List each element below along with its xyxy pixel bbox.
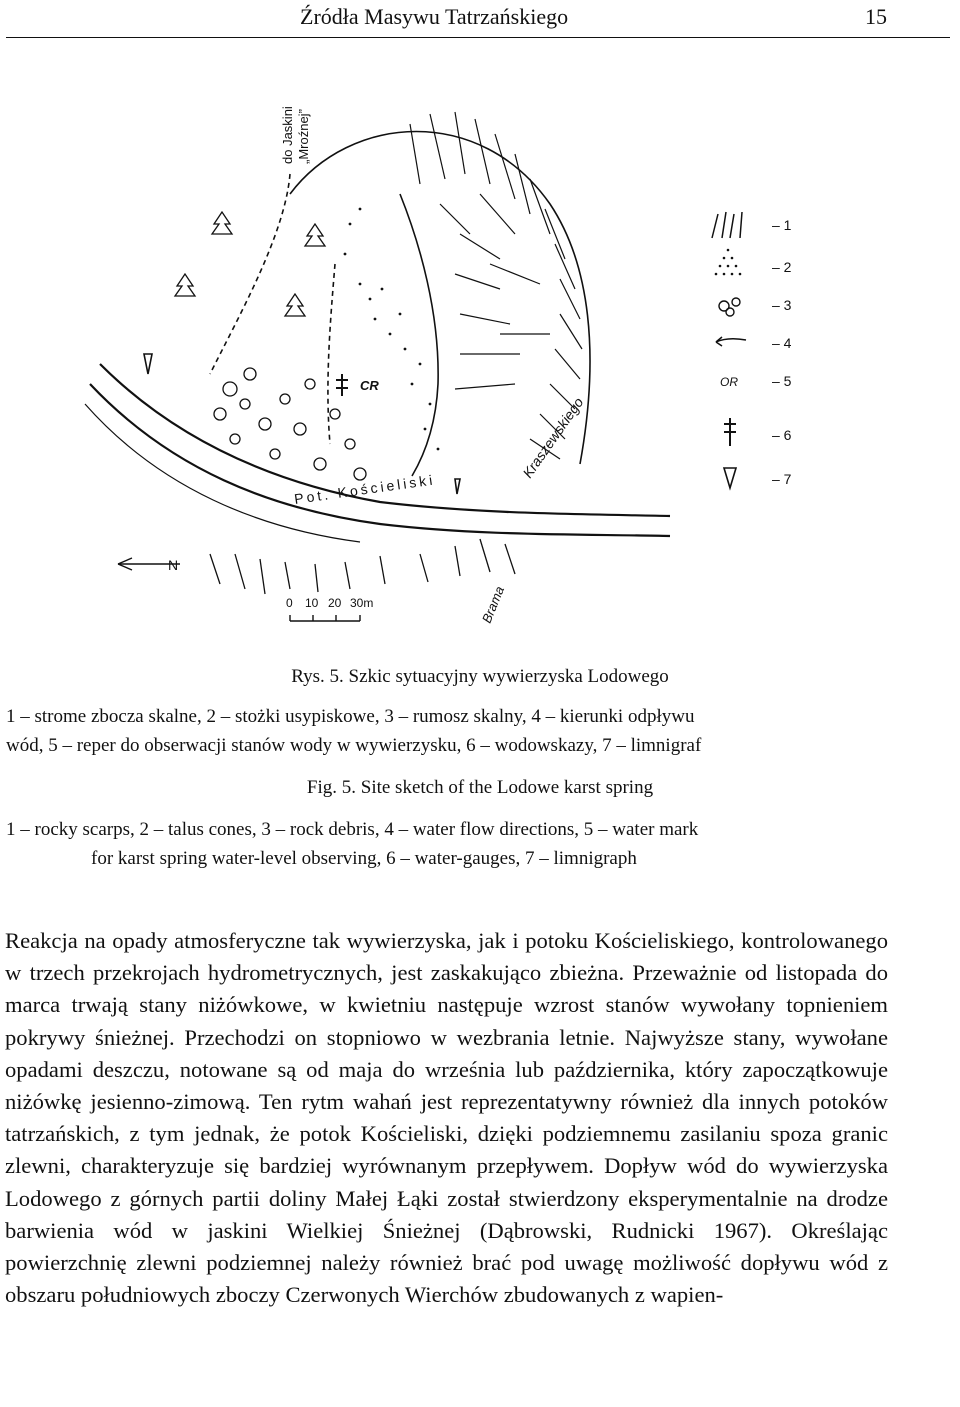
road-edge bbox=[85, 404, 360, 542]
caption-en-line-1: 1 – rocky scarps, 2 – talus cones, 3 – rock debris, 4 – water flow directions, 5 – water mark bbox=[6, 819, 699, 840]
caption-pl-line-2: wód, 5 – reper do obserwacji stanów wody w wywierzysku, 6 – wodowskazy, 7 – limnigraf bbox=[6, 735, 702, 756]
page-header bbox=[0, 0, 960, 44]
figure-caption-title-pl: Rys. 5. Szkic sytuacyjny wywierzyska Lodowego bbox=[291, 666, 669, 687]
scale-tick-30: 30m bbox=[350, 596, 374, 610]
stream-label: Pot. Kościeliski bbox=[293, 471, 437, 507]
cave-direction-label-2: „Mroźnej” bbox=[296, 109, 311, 164]
talus-cone-dots bbox=[344, 208, 440, 451]
cave-direction-label-1: do Jaskini bbox=[280, 106, 295, 164]
map-limnigraph-icon bbox=[144, 354, 152, 374]
map-water-gauge-icon bbox=[336, 374, 348, 396]
legend-number-7: – 7 bbox=[772, 471, 792, 487]
legend-symbol-flow-direction-icon bbox=[716, 337, 746, 346]
legend-number-5: – 5 bbox=[772, 373, 792, 389]
legend-symbol-limnigraph-icon bbox=[724, 468, 736, 488]
map-limnigraph-icon-2 bbox=[455, 479, 460, 494]
legend-number-2: – 2 bbox=[772, 259, 792, 275]
north-arrow-label: N bbox=[168, 557, 179, 573]
header-rule bbox=[6, 37, 950, 38]
lower-rocky-scarps bbox=[210, 539, 515, 594]
page-number: 15 bbox=[865, 4, 887, 29]
scale-tick-10: 10 bbox=[305, 596, 319, 610]
slope-label: Kraszewskiego bbox=[519, 394, 587, 481]
figure-caption-title-en: Fig. 5. Site sketch of the Lodowe karst spring bbox=[306, 777, 654, 798]
body-paragraph: Reakcja na opady atmosferyczne tak wywierzyska, jak i potoku Kościeliskiego, kontrolowanego w trzech przekrojach hydrometrycznych, jest zaskakująco zbieżna. Przeważnie od listopada do marca trwają stany niżówkowe, w kwietniu następuje wzrost stanów wywołany topnieniem pokrywy śnieżnej. Przechodzi on stopniowo w wezbrania letnie. Najwyższe stany, wywołane opadami deszczu, notowane są od maja do września lub października, który zapoczątkowuje niżówkę jesienno-zimową. Ten rytm wahań jest reprezentatywny również dla innych potoków tatrzańskich, z tym jednak, że potok Kościeliski, dzięki podziemnemu zasilaniu spoza granic zlewni, charakteryzuje się bardziej wyrównanym przepływem. Dopływ wód do wywierzyska Lodowego z górnych partii doliny Małej Łąki został stwierdzony eksperymentalnie na drodze barwienia wód w jaskini Wielkiej Śnieżnej (Dąbrowski, Rudnicki 1967). Określając powierzchnię zlewni podziemnej należy również brać pod uwagę możliwość dopływu wód z obszaru południowych zboczy Czerwonych Wierchów zbudowanych z wapien- bbox=[5, 928, 888, 1308]
site-sketch-map bbox=[60, 84, 900, 650]
figure-caption-legend-pl bbox=[0, 702, 960, 760]
cr-mark-label: CR bbox=[360, 378, 379, 393]
caption-pl-line-1: 1 – strome zbocza skalne, 2 – stożki usypiskowe, 3 – rumosz skalny, 4 – kierunki odpływu bbox=[6, 706, 695, 727]
site-sketch-figure bbox=[60, 84, 900, 650]
caption-en-line-2: for karst spring water-level observing, 6 – water-gauges, 7 – limnigraph bbox=[91, 848, 637, 869]
running-title: Źródła Masywu Tatrzańskiego bbox=[300, 4, 569, 29]
legend-number-4: – 4 bbox=[772, 335, 792, 351]
tree-icons bbox=[175, 212, 325, 316]
scarp-outer-edge bbox=[290, 132, 590, 465]
legend-number-1: – 1 bbox=[772, 217, 792, 233]
scarp-inner-edge bbox=[400, 194, 438, 476]
legend-symbol-water-gauge-icon bbox=[724, 418, 736, 446]
legend-number-6: – 6 bbox=[772, 427, 792, 443]
legend-water-mark-text: OR bbox=[720, 375, 738, 389]
scale-bar-line bbox=[290, 615, 360, 621]
legend-symbol-talus-cone-icon bbox=[715, 249, 742, 276]
figure-caption-legend-en bbox=[0, 815, 960, 873]
legend-number-3: – 3 bbox=[772, 297, 792, 313]
flow-path-west bbox=[210, 174, 290, 374]
svg-text:do Jaskini „Mroźnej” bbox=[280, 103, 311, 164]
rock-debris-cluster bbox=[214, 368, 366, 480]
legend-symbol-rock-debris-icon bbox=[719, 298, 740, 316]
legend-symbol-rocky-scarp-icon bbox=[712, 212, 742, 238]
scale-tick-20: 20 bbox=[328, 596, 342, 610]
scale-tick-0: 0 bbox=[286, 596, 293, 610]
brama-label: Brama bbox=[478, 583, 508, 626]
